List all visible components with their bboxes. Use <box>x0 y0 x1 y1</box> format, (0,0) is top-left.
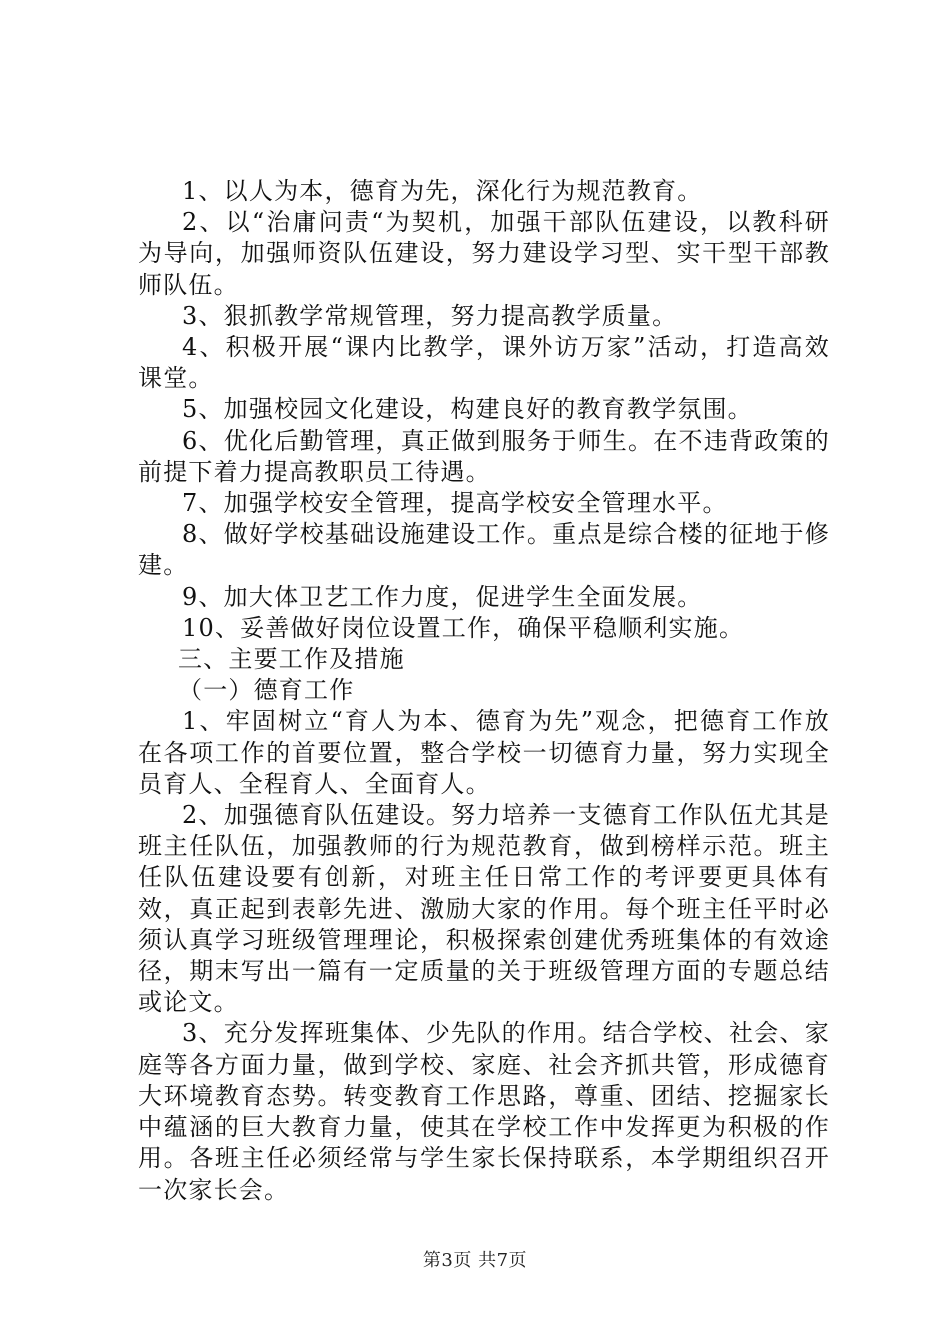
paragraph-item-1: 1、以人为本，德育为先，深化行为规范教育。 <box>182 177 703 205</box>
paragraph-item-3: 3、狠抓教学常规管理，努力提高教学质量。 <box>182 301 678 330</box>
paragraph-item-5: 5、加强校园文化建设，构建良好的教育教学氛围。 <box>182 395 753 424</box>
paragraph-item-8: 8、做好学校基础设施建设工作。重点是综合楼的征地于修建。 <box>138 520 830 580</box>
paragraph-item-6: 6、优化后勤管理，真正做到服务于师生。在不违背政策的前提下着力提高教职员工待遇。 <box>138 426 830 486</box>
paragraph-item-2: 2、以“治庸问责“为契机，加强干部队伍建设，以教科研为导向，加强师资队伍建设，努力建设学习型、实干型干部教师队伍。 <box>138 208 830 299</box>
paragraph-item-7: 7、加强学校安全管理，提高学校安全管理水平。 <box>182 489 728 518</box>
moral-education-item-3: 3、充分发挥班集体、少先队的作用。结合学校、社会、家庭等各方面力量，做到学校、家庭、社会齐抓共管，形成德育大环境教育态势。转变教育工作思路，尊重、团结、挖掘家长中蕴涵的巨大教育力量，使其在学校工作中发挥更为积极的作用。各班主任必须经常与学生家长保持联系，本学期组织召开一次家长会。 <box>138 1019 830 1204</box>
page-number-footer: 第3页 共7页 <box>422 1250 528 1271</box>
paragraph-item-9: 9、加大体卫艺工作力度，促进学生全面发展。 <box>182 582 703 611</box>
moral-education-item-2: 2、加强德育队伍建设。努力培养一支德育工作队伍尤其是班主任队伍，加强教师的行为规范教育，做到榜样示范。班主任队伍建设要有创新，对班主任日常工作的考评要更具体有效，真正起到表彰先进、激励大家的作用。每个班主任平时必须认真学习班级管理理论，积极探索创建优秀班集体的有效途径，期末写出一篇有一定质量的关于班级管理方面的专题总结或论文。 <box>138 801 830 1017</box>
section-heading-main-work: 三、主要工作及措施 <box>178 645 405 674</box>
document-body <box>138 176 830 1206</box>
paragraph-item-10: 10、妥善做好岗位设置工作，确保平稳顺利实施。 <box>182 613 745 642</box>
moral-education-item-1: 1、牢固树立“育人为本、德育为先”观念，把德育工作放在各项工作的首要位置，整合学校一切德育力量，努力实现全员育人、全程育人、全面育人。 <box>138 707 830 798</box>
subsection-heading-moral-education: （一）德育工作 <box>178 676 355 705</box>
paragraph-item-4: 4、积极开展“课内比教学，课外访万家”活动，打造高效课堂。 <box>138 333 830 393</box>
